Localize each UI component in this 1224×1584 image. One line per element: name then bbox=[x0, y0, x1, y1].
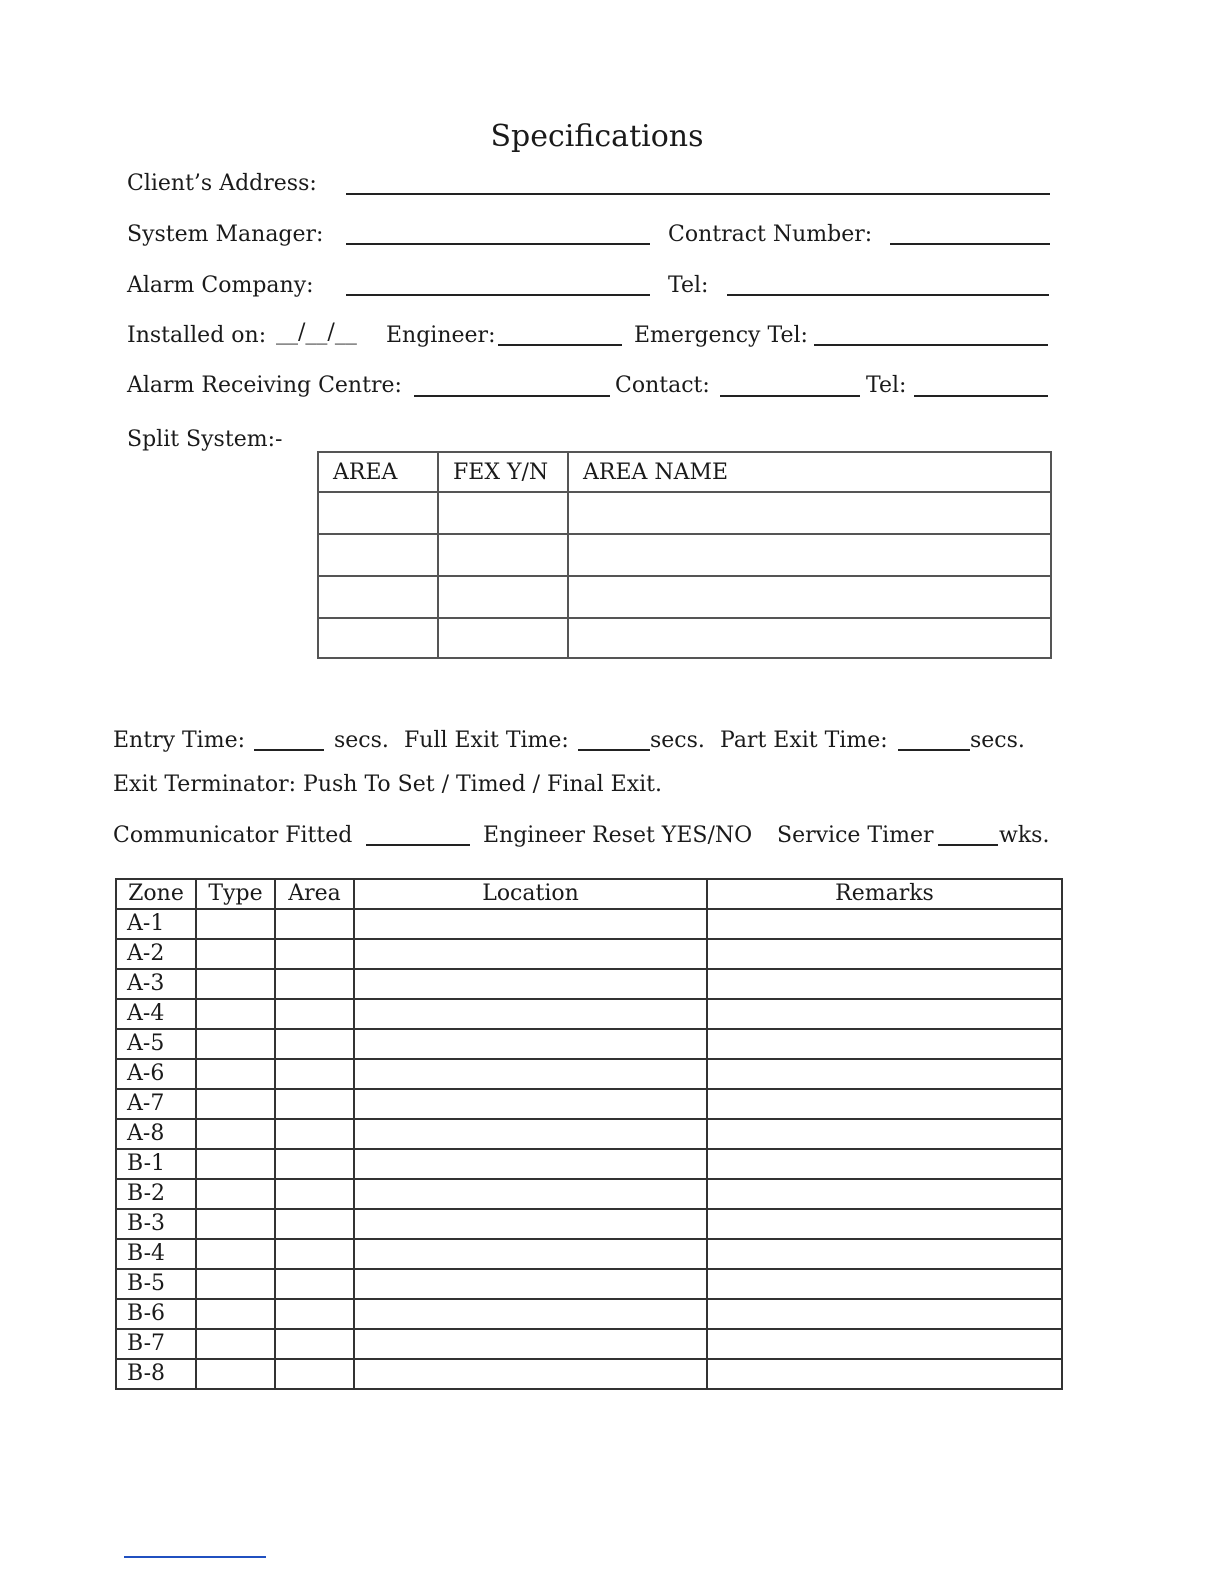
zone-location-cell[interactable] bbox=[354, 909, 707, 939]
split-system-table bbox=[317, 451, 1052, 659]
split-header-area: AREA bbox=[318, 452, 438, 492]
zone-row bbox=[116, 1269, 1062, 1299]
zone-location-cell[interactable] bbox=[354, 1149, 707, 1179]
zone-id: B-8 bbox=[116, 1359, 196, 1389]
zone-id: B-6 bbox=[116, 1299, 196, 1329]
entry-secs-label: secs. bbox=[334, 728, 389, 753]
engineer-label: Engineer: bbox=[386, 323, 496, 348]
zone-id: A-1 bbox=[116, 909, 196, 939]
zone-area-cell[interactable] bbox=[275, 1209, 354, 1239]
installed-date-field[interactable]: __/__/__ bbox=[276, 320, 357, 345]
zone-area-cell[interactable] bbox=[275, 1239, 354, 1269]
zone-remarks-cell[interactable] bbox=[707, 969, 1062, 999]
zone-row bbox=[116, 969, 1062, 999]
service-timer-field[interactable] bbox=[938, 844, 998, 846]
zone-remarks-cell[interactable] bbox=[707, 1089, 1062, 1119]
zone-row bbox=[116, 939, 1062, 969]
zone-type-cell[interactable] bbox=[196, 1029, 275, 1059]
zones-header-zone: Zone bbox=[116, 879, 196, 909]
zone-area-cell[interactable] bbox=[275, 1119, 354, 1149]
zone-id: B-3 bbox=[116, 1209, 196, 1239]
zone-row bbox=[116, 1089, 1062, 1119]
split-cell[interactable] bbox=[318, 492, 438, 534]
zone-type-cell[interactable] bbox=[196, 1059, 275, 1089]
zone-type-cell[interactable] bbox=[196, 1089, 275, 1119]
zone-id: B-7 bbox=[116, 1329, 196, 1359]
zone-row bbox=[116, 1359, 1062, 1389]
full-exit-secs-label: secs. bbox=[650, 728, 705, 753]
zone-location-cell[interactable] bbox=[354, 1239, 707, 1269]
zone-type-cell[interactable] bbox=[196, 1269, 275, 1299]
engineer-reset-label: Engineer Reset YES/NO bbox=[483, 823, 753, 848]
zone-area-cell[interactable] bbox=[275, 1269, 354, 1299]
split-cell[interactable] bbox=[438, 576, 568, 618]
zone-area-cell[interactable] bbox=[275, 1359, 354, 1389]
zone-location-cell[interactable] bbox=[354, 1179, 707, 1209]
wks-label: wks. bbox=[999, 823, 1050, 848]
tel2-label: Tel: bbox=[866, 373, 907, 398]
zone-remarks-cell[interactable] bbox=[707, 1119, 1062, 1149]
zone-location-cell[interactable] bbox=[354, 999, 707, 1029]
zone-remarks-cell[interactable] bbox=[707, 1239, 1062, 1269]
zone-type-cell[interactable] bbox=[196, 939, 275, 969]
split-cell[interactable] bbox=[568, 576, 1051, 618]
zone-area-cell[interactable] bbox=[275, 1179, 354, 1209]
zone-type-cell[interactable] bbox=[196, 999, 275, 1029]
zone-area-cell[interactable] bbox=[275, 969, 354, 999]
split-cell[interactable] bbox=[318, 618, 438, 658]
split-cell[interactable] bbox=[438, 618, 568, 658]
split-cell[interactable] bbox=[318, 576, 438, 618]
zones-table bbox=[115, 878, 1063, 1390]
zone-location-cell[interactable] bbox=[354, 939, 707, 969]
split-cell[interactable] bbox=[438, 534, 568, 576]
zone-remarks-cell[interactable] bbox=[707, 909, 1062, 939]
zone-type-cell[interactable] bbox=[196, 1299, 275, 1329]
zone-location-cell[interactable] bbox=[354, 1089, 707, 1119]
zone-location-cell[interactable] bbox=[354, 1359, 707, 1389]
part-exit-time-label: Part Exit Time: bbox=[720, 728, 888, 753]
zone-location-cell[interactable] bbox=[354, 1269, 707, 1299]
zones-header-location: Location bbox=[354, 879, 707, 909]
zone-area-cell[interactable] bbox=[275, 1149, 354, 1179]
zone-id: B-4 bbox=[116, 1239, 196, 1269]
zone-id: A-8 bbox=[116, 1119, 196, 1149]
zone-row bbox=[116, 1029, 1062, 1059]
emergency-tel-field[interactable] bbox=[814, 344, 1048, 346]
split-cell[interactable] bbox=[568, 492, 1051, 534]
part-exit-time-field[interactable] bbox=[898, 749, 970, 751]
full-exit-time-field[interactable] bbox=[578, 749, 650, 751]
full-exit-time-label: Full Exit Time: bbox=[404, 728, 569, 753]
page-title: Specifications bbox=[490, 119, 704, 154]
communicator-fitted-field[interactable] bbox=[366, 844, 470, 846]
contract-number-field[interactable] bbox=[890, 243, 1050, 245]
zone-id: A-2 bbox=[116, 939, 196, 969]
contact-field[interactable] bbox=[720, 395, 860, 397]
zone-type-cell[interactable] bbox=[196, 1359, 275, 1389]
tel-label: Tel: bbox=[668, 273, 709, 298]
zone-area-cell[interactable] bbox=[275, 909, 354, 939]
zone-row bbox=[116, 909, 1062, 939]
zone-remarks-cell[interactable] bbox=[707, 1299, 1062, 1329]
zone-location-cell[interactable] bbox=[354, 1059, 707, 1089]
zone-type-cell[interactable] bbox=[196, 969, 275, 999]
zone-remarks-cell[interactable] bbox=[707, 1209, 1062, 1239]
zone-location-cell[interactable] bbox=[354, 969, 707, 999]
zone-remarks-cell[interactable] bbox=[707, 1059, 1062, 1089]
zone-id: A-5 bbox=[116, 1029, 196, 1059]
zone-area-cell[interactable] bbox=[275, 939, 354, 969]
alarm-company-field[interactable] bbox=[346, 294, 650, 296]
split-row bbox=[318, 576, 1051, 618]
split-system-label: Split System:- bbox=[127, 427, 283, 452]
zone-area-cell[interactable] bbox=[275, 1029, 354, 1059]
zone-id: A-4 bbox=[116, 999, 196, 1029]
emergency-tel-label: Emergency Tel: bbox=[634, 323, 808, 348]
tel-field[interactable] bbox=[727, 294, 1049, 296]
zone-location-cell[interactable] bbox=[354, 1029, 707, 1059]
alarm-receiving-centre-field[interactable] bbox=[414, 395, 610, 397]
zone-remarks-cell[interactable] bbox=[707, 1149, 1062, 1179]
zone-row bbox=[116, 1119, 1062, 1149]
zone-remarks-cell[interactable] bbox=[707, 1269, 1062, 1299]
zone-area-cell[interactable] bbox=[275, 1059, 354, 1089]
zone-row bbox=[116, 1239, 1062, 1269]
zone-location-cell[interactable] bbox=[354, 1119, 707, 1149]
zone-area-cell[interactable] bbox=[275, 1089, 354, 1119]
clients-address-label: Client’s Address: bbox=[127, 171, 317, 196]
zone-remarks-cell[interactable] bbox=[707, 999, 1062, 1029]
exit-terminator-label: Exit Terminator: Push To Set / Timed / Final Exit. bbox=[113, 772, 663, 797]
zone-type-cell[interactable] bbox=[196, 1329, 275, 1359]
installed-on-label: Installed on: bbox=[127, 323, 267, 348]
footer-rule bbox=[124, 1556, 266, 1558]
zone-id: B-2 bbox=[116, 1179, 196, 1209]
communicator-fitted-label: Communicator Fitted bbox=[113, 823, 353, 848]
zone-remarks-cell[interactable] bbox=[707, 1329, 1062, 1359]
split-cell[interactable] bbox=[438, 492, 568, 534]
split-row bbox=[318, 618, 1051, 658]
split-row bbox=[318, 534, 1051, 576]
contract-number-label: Contract Number: bbox=[668, 222, 873, 247]
zone-row bbox=[116, 1179, 1062, 1209]
tel2-field[interactable] bbox=[914, 395, 1048, 397]
zone-type-cell[interactable] bbox=[196, 1119, 275, 1149]
zone-type-cell[interactable] bbox=[196, 1239, 275, 1269]
zone-type-cell[interactable] bbox=[196, 1149, 275, 1179]
part-exit-secs-label: secs. bbox=[970, 728, 1025, 753]
split-header-area-name: AREA NAME bbox=[568, 452, 1051, 492]
split-row bbox=[318, 492, 1051, 534]
zone-row bbox=[116, 1299, 1062, 1329]
zone-id: A-6 bbox=[116, 1059, 196, 1089]
zone-row bbox=[116, 1149, 1062, 1179]
service-timer-label: Service Timer bbox=[777, 823, 934, 848]
zone-remarks-cell[interactable] bbox=[707, 1179, 1062, 1209]
entry-time-field[interactable] bbox=[254, 749, 324, 751]
zone-area-cell[interactable] bbox=[275, 1329, 354, 1359]
zone-location-cell[interactable] bbox=[354, 1299, 707, 1329]
zone-type-cell[interactable] bbox=[196, 1179, 275, 1209]
split-cell[interactable] bbox=[318, 534, 438, 576]
zone-location-cell[interactable] bbox=[354, 1209, 707, 1239]
zone-id: B-5 bbox=[116, 1269, 196, 1299]
split-header-fex: FEX Y/N bbox=[438, 452, 568, 492]
alarm-company-label: Alarm Company: bbox=[127, 273, 314, 298]
alarm-receiving-centre-label: Alarm Receiving Centre: bbox=[127, 373, 402, 398]
zone-row bbox=[116, 999, 1062, 1029]
zone-remarks-cell[interactable] bbox=[707, 939, 1062, 969]
engineer-field[interactable] bbox=[498, 344, 622, 346]
zone-row bbox=[116, 1059, 1062, 1089]
entry-time-label: Entry Time: bbox=[113, 728, 246, 753]
system-manager-label: System Manager: bbox=[127, 222, 324, 247]
zone-area-cell[interactable] bbox=[275, 999, 354, 1029]
zones-header-area: Area bbox=[275, 879, 354, 909]
contact-label: Contact: bbox=[615, 373, 710, 398]
zone-area-cell[interactable] bbox=[275, 1299, 354, 1329]
split-cell[interactable] bbox=[568, 534, 1051, 576]
zone-remarks-cell[interactable] bbox=[707, 1359, 1062, 1389]
zones-header-remarks: Remarks bbox=[707, 879, 1062, 909]
zone-location-cell[interactable] bbox=[354, 1329, 707, 1359]
zone-type-cell[interactable] bbox=[196, 909, 275, 939]
zone-id: A-7 bbox=[116, 1089, 196, 1119]
zone-id: A-3 bbox=[116, 969, 196, 999]
split-cell[interactable] bbox=[568, 618, 1051, 658]
zone-row bbox=[116, 1329, 1062, 1359]
zone-id: B-1 bbox=[116, 1149, 196, 1179]
zones-header-type: Type bbox=[196, 879, 275, 909]
system-manager-field[interactable] bbox=[346, 243, 650, 245]
clients-address-field[interactable] bbox=[346, 193, 1050, 195]
zone-remarks-cell[interactable] bbox=[707, 1029, 1062, 1059]
zone-row bbox=[116, 1209, 1062, 1239]
zone-type-cell[interactable] bbox=[196, 1209, 275, 1239]
